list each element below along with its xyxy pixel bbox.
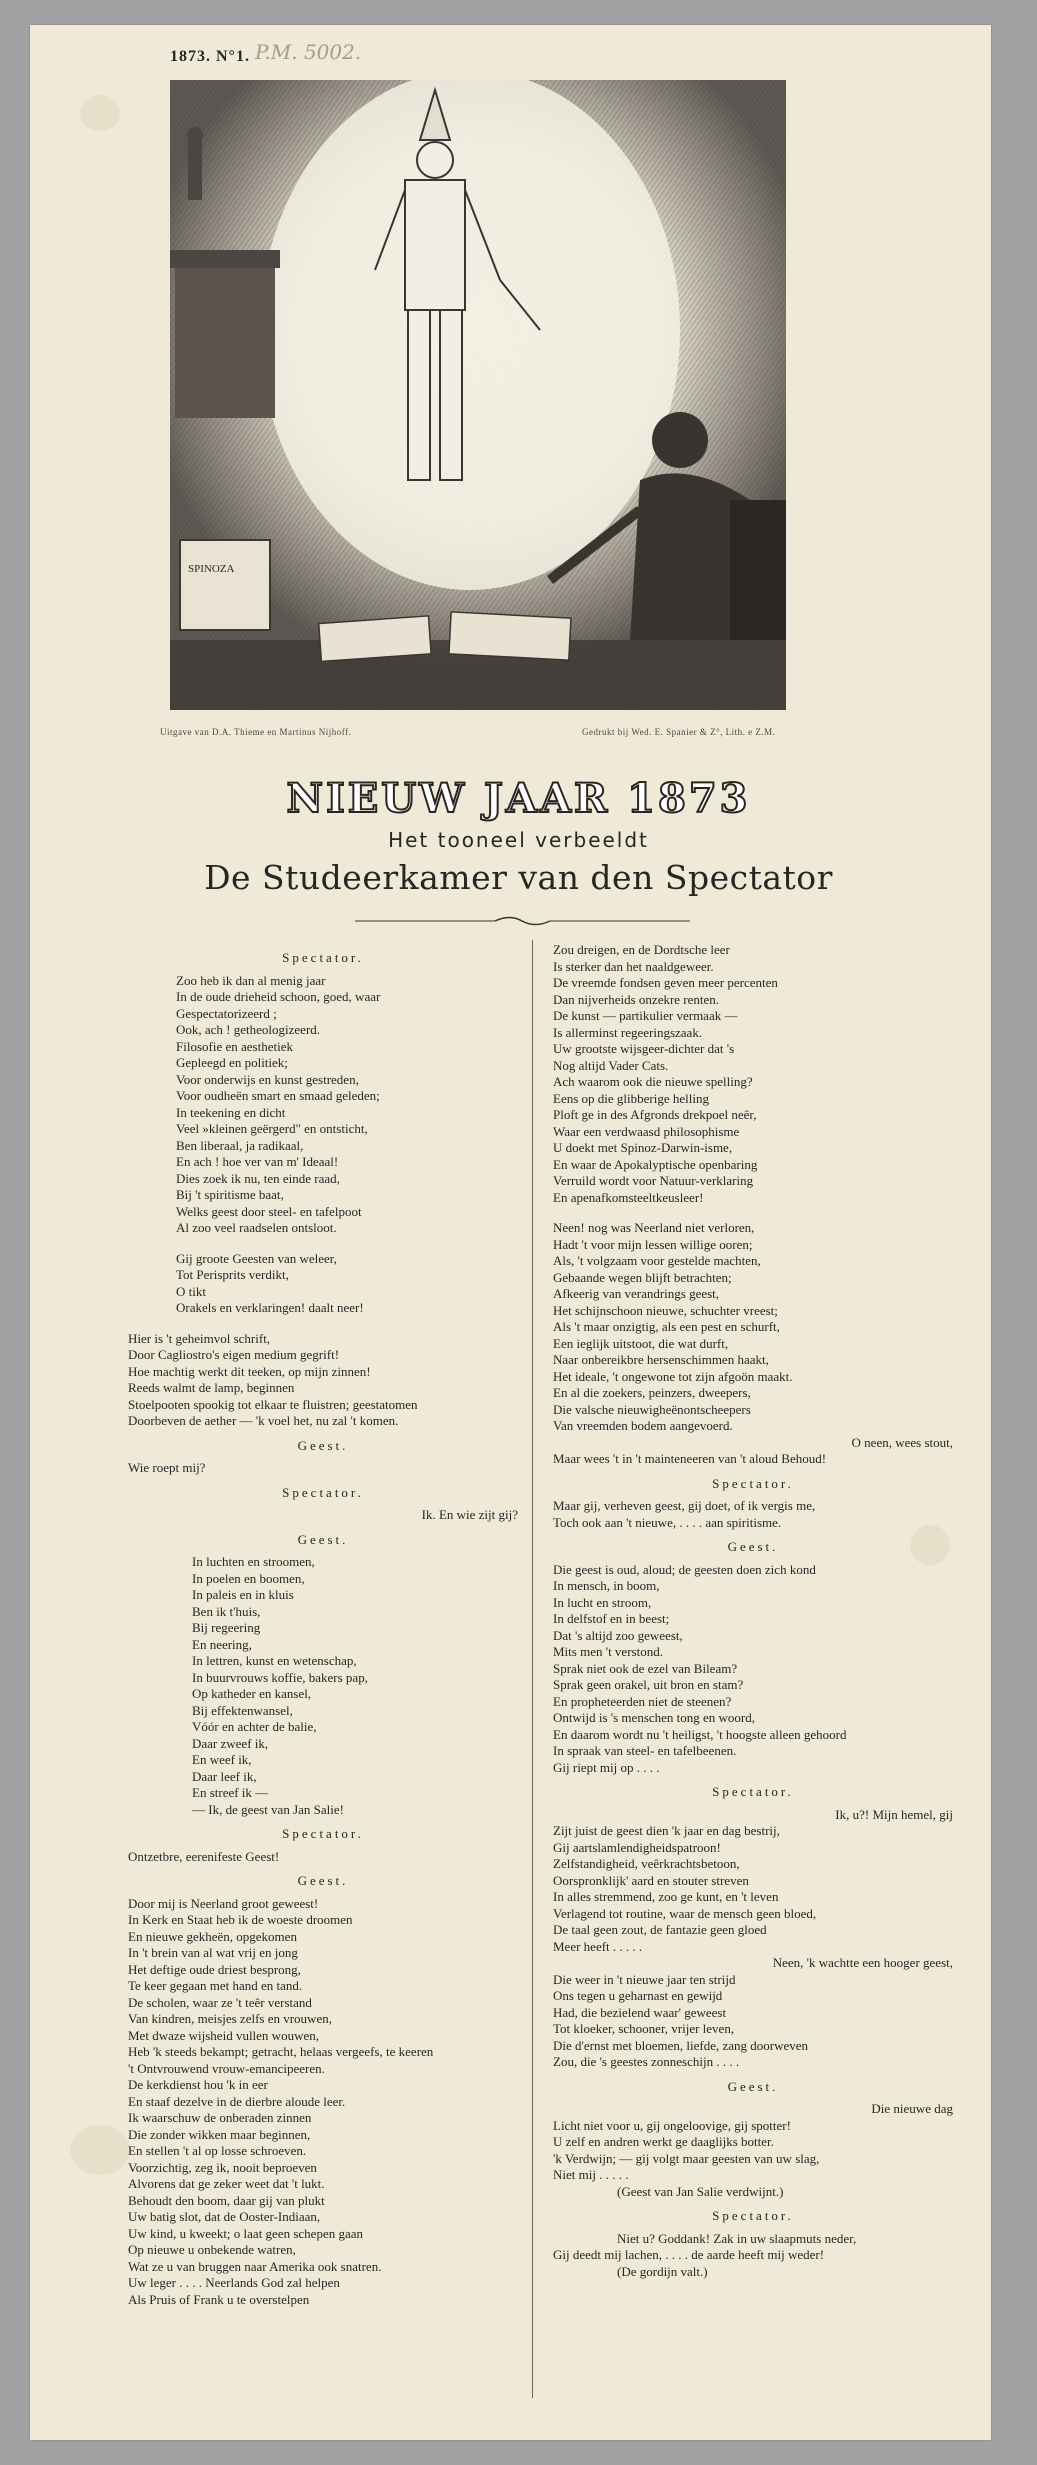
verse-line: Door Cagliostro's eigen medium gegrift! bbox=[128, 1347, 340, 1362]
verse-line: In lucht en stroom, bbox=[553, 1594, 652, 1610]
verse-line: In luchten en stroomen, bbox=[192, 1554, 315, 1569]
verse-line: Niet u? Goddank! Zak in uw slaapmuts neder, bbox=[617, 2230, 857, 2246]
verse-line: Het ideale, 't ongewone tot zijn afgoön maakt. bbox=[553, 1368, 793, 1384]
verse-line: In alles stremmend, zoo ge kunt, en 't leven bbox=[553, 1889, 779, 1904]
verse-line: Van vreemden bodem aangevoerd. bbox=[553, 1418, 733, 1433]
verse-line: Ik waarschuw de onberaden zinnen bbox=[128, 2110, 312, 2125]
lithograph-illustration bbox=[170, 80, 786, 710]
verse-line: Ik. En wie zijt gij? bbox=[421, 1507, 518, 1522]
verse-line: Zoo heb ik dan al menig jaar bbox=[176, 972, 326, 988]
speaker-heading: Geest. bbox=[727, 1539, 779, 1554]
verse-line: In delfstof en in beest; bbox=[553, 1611, 670, 1626]
speaker-heading: Geest. bbox=[297, 1873, 349, 1888]
verse-line: Te keer gegaan met hand en tand. bbox=[128, 1978, 303, 1993]
verse-line: En daarom wordt nu 't heiligst, 't hoogste alleen gehoord bbox=[553, 1726, 847, 1742]
verse-line: Licht niet voor u, gij ongeloovige, gij spotter! bbox=[553, 2117, 791, 2133]
verse-line: De scholen, waar ze 't teêr verstand bbox=[128, 1994, 312, 2010]
verse-line: Gij groote Geesten van weleer, bbox=[176, 1250, 337, 1266]
verse-line: 't Ontvrouwend vrouw-emancipeeren. bbox=[128, 2060, 325, 2076]
apparition-light bbox=[260, 80, 680, 590]
poem-left-column bbox=[128, 942, 518, 2308]
verse-line: Gij riept mij op . . . . bbox=[553, 1759, 660, 1775]
speaker-heading: Spectator. bbox=[282, 1826, 364, 1841]
verse-line: Uw grootste wijsgeer-dichter dat 's bbox=[553, 1041, 735, 1056]
verse-line: Ploft ge in des Afgronds drekpoel neêr, bbox=[553, 1107, 757, 1122]
verse-line: Dan nijverheids onzekre renten. bbox=[553, 991, 720, 1007]
verse-line: Hoe machtig werkt dit teeken, op mijn zinnen! bbox=[128, 1363, 371, 1379]
verse-line: Een ieglijk uitstoot, die wat durft, bbox=[553, 1335, 729, 1351]
issue-number: 1873. N°1. bbox=[170, 48, 250, 65]
verse-line: Wie roept mij? bbox=[128, 1460, 206, 1475]
verse-line: Die valsche nieuwigheënontscheepers bbox=[553, 1401, 751, 1417]
verse-line: 'k Verdwijn; — gij volgt maar geesten van uw slag, bbox=[553, 2150, 820, 2166]
verse-line: Eens op die glibberige helling bbox=[553, 1090, 709, 1106]
verse-line: Alvorens dat ge zeker weet dat 't lukt. bbox=[128, 2176, 325, 2191]
verse-line: Zijt juist de geest dien 'k jaar en dag bestrij, bbox=[553, 1823, 780, 1838]
verse-line: Filosofie en aesthetiek bbox=[176, 1038, 293, 1054]
stanza-break bbox=[128, 1237, 518, 1251]
verse-line: Welks geest door steel- en tafelpoot bbox=[176, 1203, 362, 1219]
verse-line: Ons tegen u geharnast en gewijd bbox=[553, 1988, 723, 2003]
verse-line: In 't brein van al wat vrij en jong bbox=[128, 1945, 298, 1960]
verse-line: Gebaande wegen blijft betrachten; bbox=[553, 1269, 732, 1285]
verse-line: Uw leger . . . . Neerlands God zal helpen bbox=[128, 2275, 340, 2290]
verse-line: Als, 't volgzaam voor gestelde machten, bbox=[553, 1253, 761, 1268]
verse-line: Op nieuwe u onbekende watren, bbox=[128, 2242, 296, 2257]
svg-text:SPINOZA: SPINOZA bbox=[188, 563, 235, 575]
column-divider bbox=[532, 940, 533, 2398]
verse-line: En staaf dezelve in de dierbre aloude leer. bbox=[128, 2093, 346, 2109]
verse-line: Gepleegd en politiek; bbox=[176, 1055, 288, 1070]
verse-line: Is allerminst regeeringszaak. bbox=[553, 1024, 703, 1040]
verse-line: En neering, bbox=[192, 1636, 252, 1652]
verse-line: Toch ook aan 't nieuwe, . . . . aan spiritisme. bbox=[553, 1514, 782, 1530]
verse-line: Orakels en verklaringen! daalt neer! bbox=[176, 1300, 364, 1315]
verse-line: Zelfstandigheid, veêrkrachtsbetoon, bbox=[553, 1856, 740, 1871]
verse-line: Op katheder en kansel, bbox=[192, 1686, 312, 1701]
verse-line: Ook, ach ! getheologizeerd. bbox=[176, 1022, 321, 1037]
verse-line: Wat ze u van bruggen naar Amerika ook snatren. bbox=[128, 2258, 382, 2274]
verse-line: Tot Perisprits verdikt, bbox=[176, 1267, 289, 1282]
verse-line: En nieuwe gekheën, opgekomen bbox=[128, 1928, 297, 1944]
verse-line: Oorspronklijk' aard en stouter streven bbox=[553, 1872, 749, 1888]
verse-line: Voor oudheën smart en smaad geleden; bbox=[176, 1088, 380, 1103]
handwritten-catalogue-note: P.M. 5002. bbox=[255, 40, 362, 64]
speaker-heading: Spectator. bbox=[282, 950, 364, 965]
verse-line: Die d'ernst met bloemen, liefde, zang doorweven bbox=[553, 2037, 809, 2053]
verse-line: De taal geen zout, de fantazie geen gloed bbox=[553, 1922, 767, 1937]
verse-line: Die zonder wikken maar beginnen, bbox=[128, 2126, 311, 2142]
verse-line: Van kindren, meisjes zelfs en vrouwen, bbox=[128, 2011, 332, 2026]
verse-line: Ontzetbre, eerenifeste Geest! bbox=[128, 1848, 280, 1864]
verse-line: Sprak geen orakel, uit bron en stam? bbox=[553, 1677, 744, 1692]
verse-line: Die geest is oud, aloud; de geesten doen zich kond bbox=[553, 1561, 816, 1577]
verse-line: Al zoo veel raadselen ontsloot. bbox=[176, 1220, 337, 1235]
verse-line: Uw batig slot, dat de Ooster-Indiaan, bbox=[128, 2209, 321, 2224]
verse-line: Is sterker dan het naaldgeweer. bbox=[553, 958, 714, 974]
verse-line: Hier is 't geheimvol schrift, bbox=[128, 1330, 271, 1346]
verse-line: — Ik, de geest van Jan Salie! bbox=[192, 1801, 344, 1817]
verse-line: Uw kind, u kweekt; o laat geen schepen gaan bbox=[128, 2225, 364, 2241]
verse-line: Dies zoek ik nu, ten einde raad, bbox=[176, 1170, 340, 1186]
verse-line: (Geest van Jan Salie verdwijnt.) bbox=[617, 2183, 784, 2199]
verse-line: Waar een verdwaasd philosophisme bbox=[553, 1123, 740, 1139]
verse-line: Daar zweef ik, bbox=[192, 1735, 269, 1751]
verse-line: Afkeerig van verandrings geest, bbox=[553, 1286, 720, 1301]
verse-line: O neen, wees stout, bbox=[851, 1434, 953, 1450]
verse-line: Doorbeven de aether — 'k voel het, nu zal 't komen. bbox=[128, 1413, 399, 1428]
verse-line: Neen, 'k wachtte een hooger geest, bbox=[772, 1955, 953, 1970]
verse-line: U zelf en andren werkt ge daaglijks botter. bbox=[553, 2134, 774, 2149]
verse-line: En stellen 't al op losse schroeven. bbox=[128, 2143, 307, 2158]
verse-line: Stoelpooten spookig tot elkaar te fluistren; geestatomen bbox=[128, 1396, 418, 1412]
verse-line: In teekening en dicht bbox=[176, 1104, 286, 1120]
verse-line: Die weer in 't nieuwe jaar ten strijd bbox=[553, 1971, 736, 1987]
speaker-heading: Spectator. bbox=[282, 1484, 364, 1500]
verse-line: Dat 's altijd zoo geweest, bbox=[553, 1627, 683, 1643]
verse-line: Gespectatorizeerd ; bbox=[176, 1005, 277, 1021]
verse-line: Bij regeering bbox=[192, 1620, 261, 1635]
speaker-heading: Geest. bbox=[297, 1531, 349, 1547]
verse-line: En propheteerden niet de steenen? bbox=[553, 1693, 732, 1709]
verse-line: In lettren, kunst en wetenschap, bbox=[192, 1653, 357, 1668]
verse-line: Neen! nog was Neerland niet verloren, bbox=[553, 1220, 755, 1235]
verse-line: (De gordijn valt.) bbox=[617, 2263, 708, 2279]
verse-line: In Kerk en Staat heb ik de woeste droomen bbox=[128, 1912, 353, 1927]
verse-line: Niet mij . . . . . bbox=[553, 2167, 629, 2182]
speaker-heading: Geest. bbox=[727, 2078, 779, 2094]
verse-line: En apenafkomsteeltkeusleer! bbox=[553, 1189, 704, 1205]
verse-line: Hadt 't voor mijn lessen willige ooren; bbox=[553, 1236, 753, 1252]
verse-line: Nog altijd Vader Cats. bbox=[553, 1057, 669, 1073]
stanza-break bbox=[553, 1206, 953, 1220]
printer-credit: Gedrukt bij Wed. E. Spanier & Z°, Lith. e Z.M. bbox=[582, 727, 776, 737]
verse-line: Verlagend tot routine, waar de mensch geen bloed, bbox=[553, 1905, 817, 1921]
verse-line: De kunst — partikulier vermaak — bbox=[553, 1008, 738, 1023]
ornamental-rule bbox=[355, 914, 690, 928]
verse-line: Als Pruis of Frank u te overstelpen bbox=[128, 2291, 310, 2307]
verse-line: U doekt met Spinoz-Darwin-isme, bbox=[553, 1140, 733, 1155]
verse-line: De vreemde fondsen geven meer percenten bbox=[553, 975, 778, 990]
verse-line: Maar gij, verheven geest, gij doet, of ik vergis me, bbox=[553, 1498, 816, 1513]
verse-line: Meer heeft . . . . . bbox=[553, 1938, 643, 1954]
verse-line: En weef ik, bbox=[192, 1752, 252, 1767]
verse-line: Had, die bezielend waar' geweest bbox=[553, 2004, 727, 2020]
verse-line: Tot kloeker, schooner, vrijer leven, bbox=[553, 2021, 735, 2036]
stanza-break bbox=[128, 1317, 518, 1331]
verse-line: In mensch, in boom, bbox=[553, 1578, 660, 1593]
verse-line: In paleis en in kluis bbox=[192, 1587, 294, 1602]
verse-line: En ach ! hoe ver van m' Ideaal! bbox=[176, 1154, 339, 1169]
verse-line: Die nieuwe dag bbox=[871, 2101, 953, 2116]
verse-line: Het deftige oude driest besprong, bbox=[128, 1961, 301, 1977]
verse-line: Vóór en achter de balie, bbox=[192, 1719, 317, 1734]
verse-line: Bij 't spiritisme baat, bbox=[176, 1187, 284, 1202]
verse-line: Door mij is Neerland groot geweest! bbox=[128, 1895, 319, 1911]
speaker-heading: Geest. bbox=[297, 1437, 349, 1453]
verse-line: Voor onderwijs en kunst gestreden, bbox=[176, 1071, 359, 1087]
verse-line: Heb 'k steeds bekampt; getracht, helaas vergeefs, te keeren bbox=[128, 2044, 434, 2059]
verse-line: Ben ik t'huis, bbox=[192, 1603, 261, 1619]
verse-line: Ik, u?! Mijn hemel, gij bbox=[835, 1806, 953, 1822]
book-spinoza bbox=[180, 540, 270, 630]
speaker-heading: Spectator. bbox=[712, 1784, 794, 1799]
speaker-heading: Spectator. bbox=[712, 1475, 794, 1491]
poem-right-column bbox=[553, 942, 953, 2280]
verse-line: Met dwaze wijsheid vullen wouwen, bbox=[128, 2027, 319, 2043]
verse-line: De kerkdienst hou 'k in eer bbox=[128, 2077, 268, 2092]
scene-title: De Studeerkamer van den Spectator bbox=[204, 858, 833, 897]
verse-line: In buurvrouws koffie, bakers pap, bbox=[192, 1669, 368, 1685]
verse-line: Behoudt den boom, daar gij van plukt bbox=[128, 2192, 325, 2208]
verse-line: Ach waarom ook die nieuwe spelling? bbox=[553, 1074, 753, 1089]
verse-line: Sprak niet ook de ezel van Bileam? bbox=[553, 1660, 738, 1676]
main-title: NIEUW JAAR 1873 bbox=[286, 775, 751, 822]
verse-line: In de oude drieheid schoon, goed, waar bbox=[176, 989, 381, 1004]
verse-line: Verruild wordt voor Natuur-verklaring bbox=[553, 1173, 754, 1188]
verse-line: Bij effektenwansel, bbox=[192, 1702, 293, 1718]
publisher-credit: Uitgave van D.A. Thieme en Martinus Nijhoff. bbox=[160, 727, 352, 737]
verse-line: En waar de Apokalyptische openbaring bbox=[553, 1156, 758, 1172]
verse-line: O tikt bbox=[176, 1283, 206, 1299]
verse-line: En al die zoekers, peinzers, dweepers, bbox=[553, 1385, 751, 1400]
speaker-heading: Spectator. bbox=[712, 2208, 794, 2223]
verse-line: Maar wees 't in 't mainteneeren van 't aloud Behoud! bbox=[553, 1451, 827, 1466]
verse-line: Ben liberaal, ja radikaal, bbox=[176, 1137, 304, 1153]
subtitle: Het tooneel verbeeldt bbox=[388, 828, 649, 852]
verse-line: Het schijnschoon nieuwe, schuchter vreest; bbox=[553, 1302, 778, 1318]
verse-line: Voorzichtig, zeg ik, nooit beproeven bbox=[128, 2159, 317, 2175]
verse-line: In poelen en boomen, bbox=[192, 1570, 305, 1586]
verse-line: Als 't maar onzigtig, als een pest en schurft, bbox=[553, 1319, 780, 1334]
verse-line: Daar leef ik, bbox=[192, 1768, 257, 1784]
verse-line: Reeds walmt de lamp, beginnen bbox=[128, 1380, 295, 1395]
verse-line: In spraak van steel- en tafelbeenen. bbox=[553, 1743, 737, 1758]
verse-line: Mits men 't verstond. bbox=[553, 1644, 663, 1659]
verse-line: Zou, die 's geestes zonneschijn . . . . bbox=[553, 2054, 740, 2069]
verse-line: Veel »kleinen geërgerd" en ontsticht, bbox=[176, 1121, 368, 1136]
verse-line: Gij aartslamlendigheidspatroon! bbox=[553, 1839, 721, 1855]
verse-line: Zou dreigen, en de Dordtsche leer bbox=[553, 942, 730, 957]
verse-line: En streef ik — bbox=[192, 1785, 269, 1800]
verse-line: Naar onbereikbre hersenschimmen haakt, bbox=[553, 1352, 769, 1367]
verse-line: Ontwijd is 's menschen tong en woord, bbox=[553, 1710, 756, 1725]
verse-line: Gij deedt mij lachen, . . . . de aarde heeft mij weder! bbox=[553, 2247, 825, 2262]
